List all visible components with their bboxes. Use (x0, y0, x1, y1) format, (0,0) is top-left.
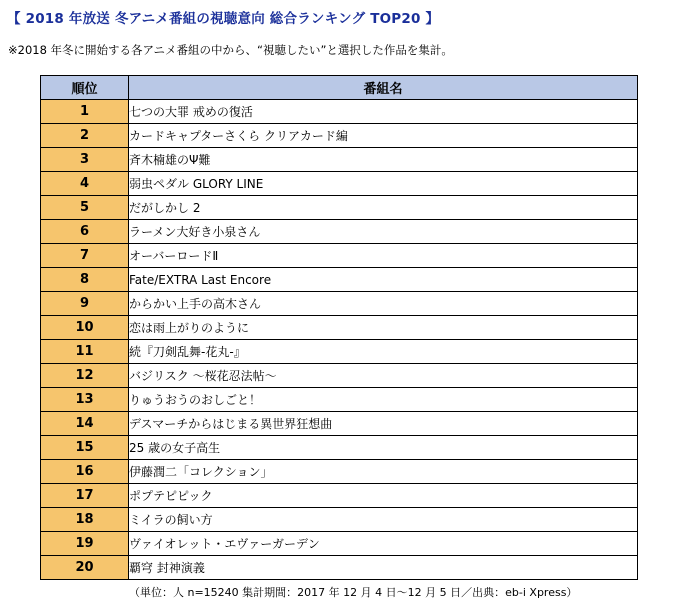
program-title: Fate/EXTRA Last Encore (129, 268, 638, 292)
program-title: ミイラの飼い方 (129, 508, 638, 532)
rank-number: 16 (41, 460, 129, 484)
program-title: 弱虫ペダル GLORY LINE (129, 172, 638, 196)
program-title: 覇穹 封神演義 (129, 556, 638, 580)
program-title: ポプテピピック (129, 484, 638, 508)
ranking-table (40, 75, 638, 580)
program-title: ヴァイオレット・エヴァーガーデン (129, 532, 638, 556)
program-title: 伊藤潤二「コレクション」 (129, 460, 638, 484)
rank-number: 12 (41, 364, 129, 388)
rank-number: 20 (41, 556, 129, 580)
rank-column-header: 順位 (41, 76, 129, 100)
rank-number: 19 (41, 532, 129, 556)
rank-number: 4 (41, 172, 129, 196)
rank-number: 13 (41, 388, 129, 412)
rank-number: 14 (41, 412, 129, 436)
table-row (41, 484, 638, 508)
rank-number: 8 (41, 268, 129, 292)
program-column-header: 番組名 (129, 76, 638, 100)
rank-number: 11 (41, 340, 129, 364)
program-title: 続『刀剣乱舞-花丸-』 (129, 340, 638, 364)
table-row (41, 100, 638, 124)
table-row (41, 316, 638, 340)
program-title: バジリスク 〜桜花忍法帖〜 (129, 364, 638, 388)
table-row (41, 148, 638, 172)
table-row (41, 268, 638, 292)
rank-number: 7 (41, 244, 129, 268)
table-row (41, 460, 638, 484)
table-row (41, 124, 638, 148)
table-row (41, 436, 638, 460)
program-title: カードキャプターさくら クリアカード編 (129, 124, 638, 148)
table-row (41, 412, 638, 436)
table-row (41, 508, 638, 532)
rank-number: 9 (41, 292, 129, 316)
program-title: ラーメン大好き小泉さん (129, 220, 638, 244)
program-title: からかい上手の高木さん (129, 292, 638, 316)
program-title: だがしかし 2 (129, 196, 638, 220)
table-row (41, 388, 638, 412)
table-row (41, 196, 638, 220)
footnote: （単位：人 n=15240 集計期間：2017 年 12 月 4 日〜12 月 5 日／出典：eb-i Xpress） (129, 586, 578, 599)
program-title: オーバーロードⅡ (129, 244, 638, 268)
program-title: 斉木楠雄のΨ難 (129, 148, 638, 172)
rank-number: 10 (41, 316, 129, 340)
table-row (41, 556, 638, 580)
rank-number: 3 (41, 148, 129, 172)
rank-number: 1 (41, 100, 129, 124)
ranking-table-body (41, 100, 638, 580)
program-title: 恋は雨上がりのように (129, 316, 638, 340)
table-header-row (41, 76, 638, 100)
table-row (41, 292, 638, 316)
program-title: りゅうおうのおしごと！ (129, 388, 638, 412)
rank-number: 6 (41, 220, 129, 244)
rank-number: 5 (41, 196, 129, 220)
rank-number: 17 (41, 484, 129, 508)
rank-number: 15 (41, 436, 129, 460)
table-row (41, 340, 638, 364)
table-row (41, 244, 638, 268)
program-title: 七つの大罪 戒めの復活 (129, 100, 638, 124)
page-subtitle: ※2018 年冬に開始する各アニメ番組の中から、“視聴したい”と選択した作品を集計。 (8, 43, 453, 57)
table-row (41, 364, 638, 388)
program-title: デスマーチからはじまる異世界狂想曲 (129, 412, 638, 436)
page-title: 【 2018 年放送 冬アニメ番組の視聴意向 総合ランキング TOP20 】 (7, 11, 440, 27)
table-row (41, 532, 638, 556)
table-row (41, 220, 638, 244)
program-title: 25 歳の女子高生 (129, 436, 638, 460)
rank-number: 18 (41, 508, 129, 532)
table-row (41, 172, 638, 196)
rank-number: 2 (41, 124, 129, 148)
